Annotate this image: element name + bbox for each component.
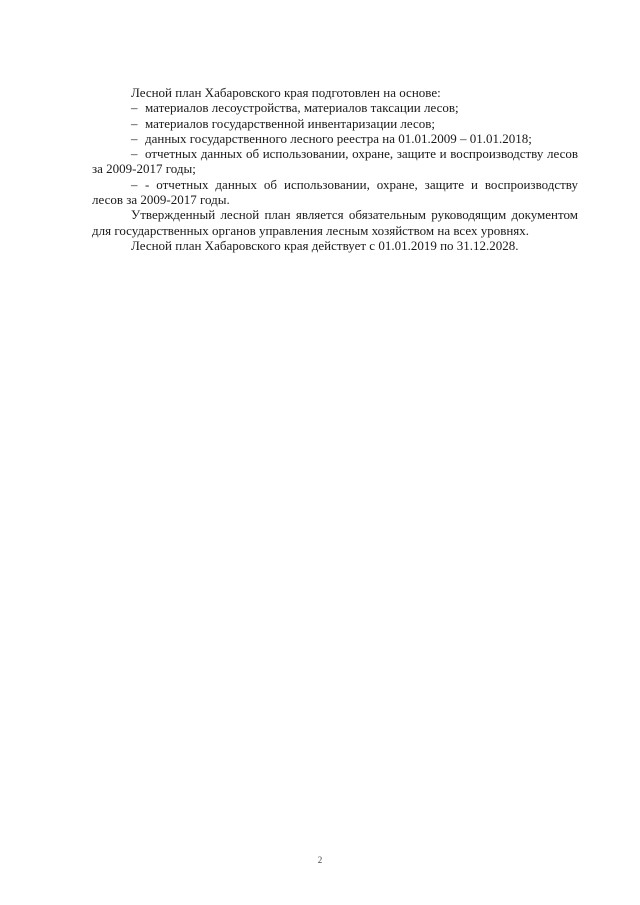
list-item [92, 100, 578, 115]
list-item-text: материалов государственной инвентаризации лесов; [145, 115, 436, 131]
list-item [92, 177, 578, 208]
list-item-text: - отчетных данных об использовании, охране, защите и воспроизводству лесов за 2009-2017 годы. [92, 176, 578, 208]
list-item [92, 116, 578, 131]
dash-bullet-icon: – [131, 100, 138, 116]
intro-paragraph: Лесной план Хабаровского края подготовлен на основе: [131, 85, 441, 100]
list-item [92, 131, 578, 146]
dash-bullet-icon: – [131, 130, 138, 146]
document-body [92, 85, 578, 253]
approved-plan-paragraph: Утвержденный лесной план является обязательным руководящим документом для государственных органов управления лесным хозяйством на всех уровнях. [92, 207, 578, 238]
list-item-text: данных государственного лесного реестра на 01.01.2009 – 01.01.2018; [145, 130, 532, 146]
dash-bullet-icon: – [131, 115, 138, 131]
dash-bullet-icon: – [131, 176, 138, 192]
list-item [92, 146, 578, 177]
list-item-text: материалов лесоустройства, материалов таксации лесов; [145, 100, 459, 116]
page-number: 2 [317, 855, 323, 865]
dash-bullet-icon: – [131, 146, 138, 162]
validity-paragraph: Лесной план Хабаровского края действует с 01.01.2019 по 31.12.2028. [131, 237, 519, 253]
list-item-text: отчетных данных об использовании, охране, защите и воспроизводству лесов за 2009-2017 годы; [92, 146, 578, 177]
